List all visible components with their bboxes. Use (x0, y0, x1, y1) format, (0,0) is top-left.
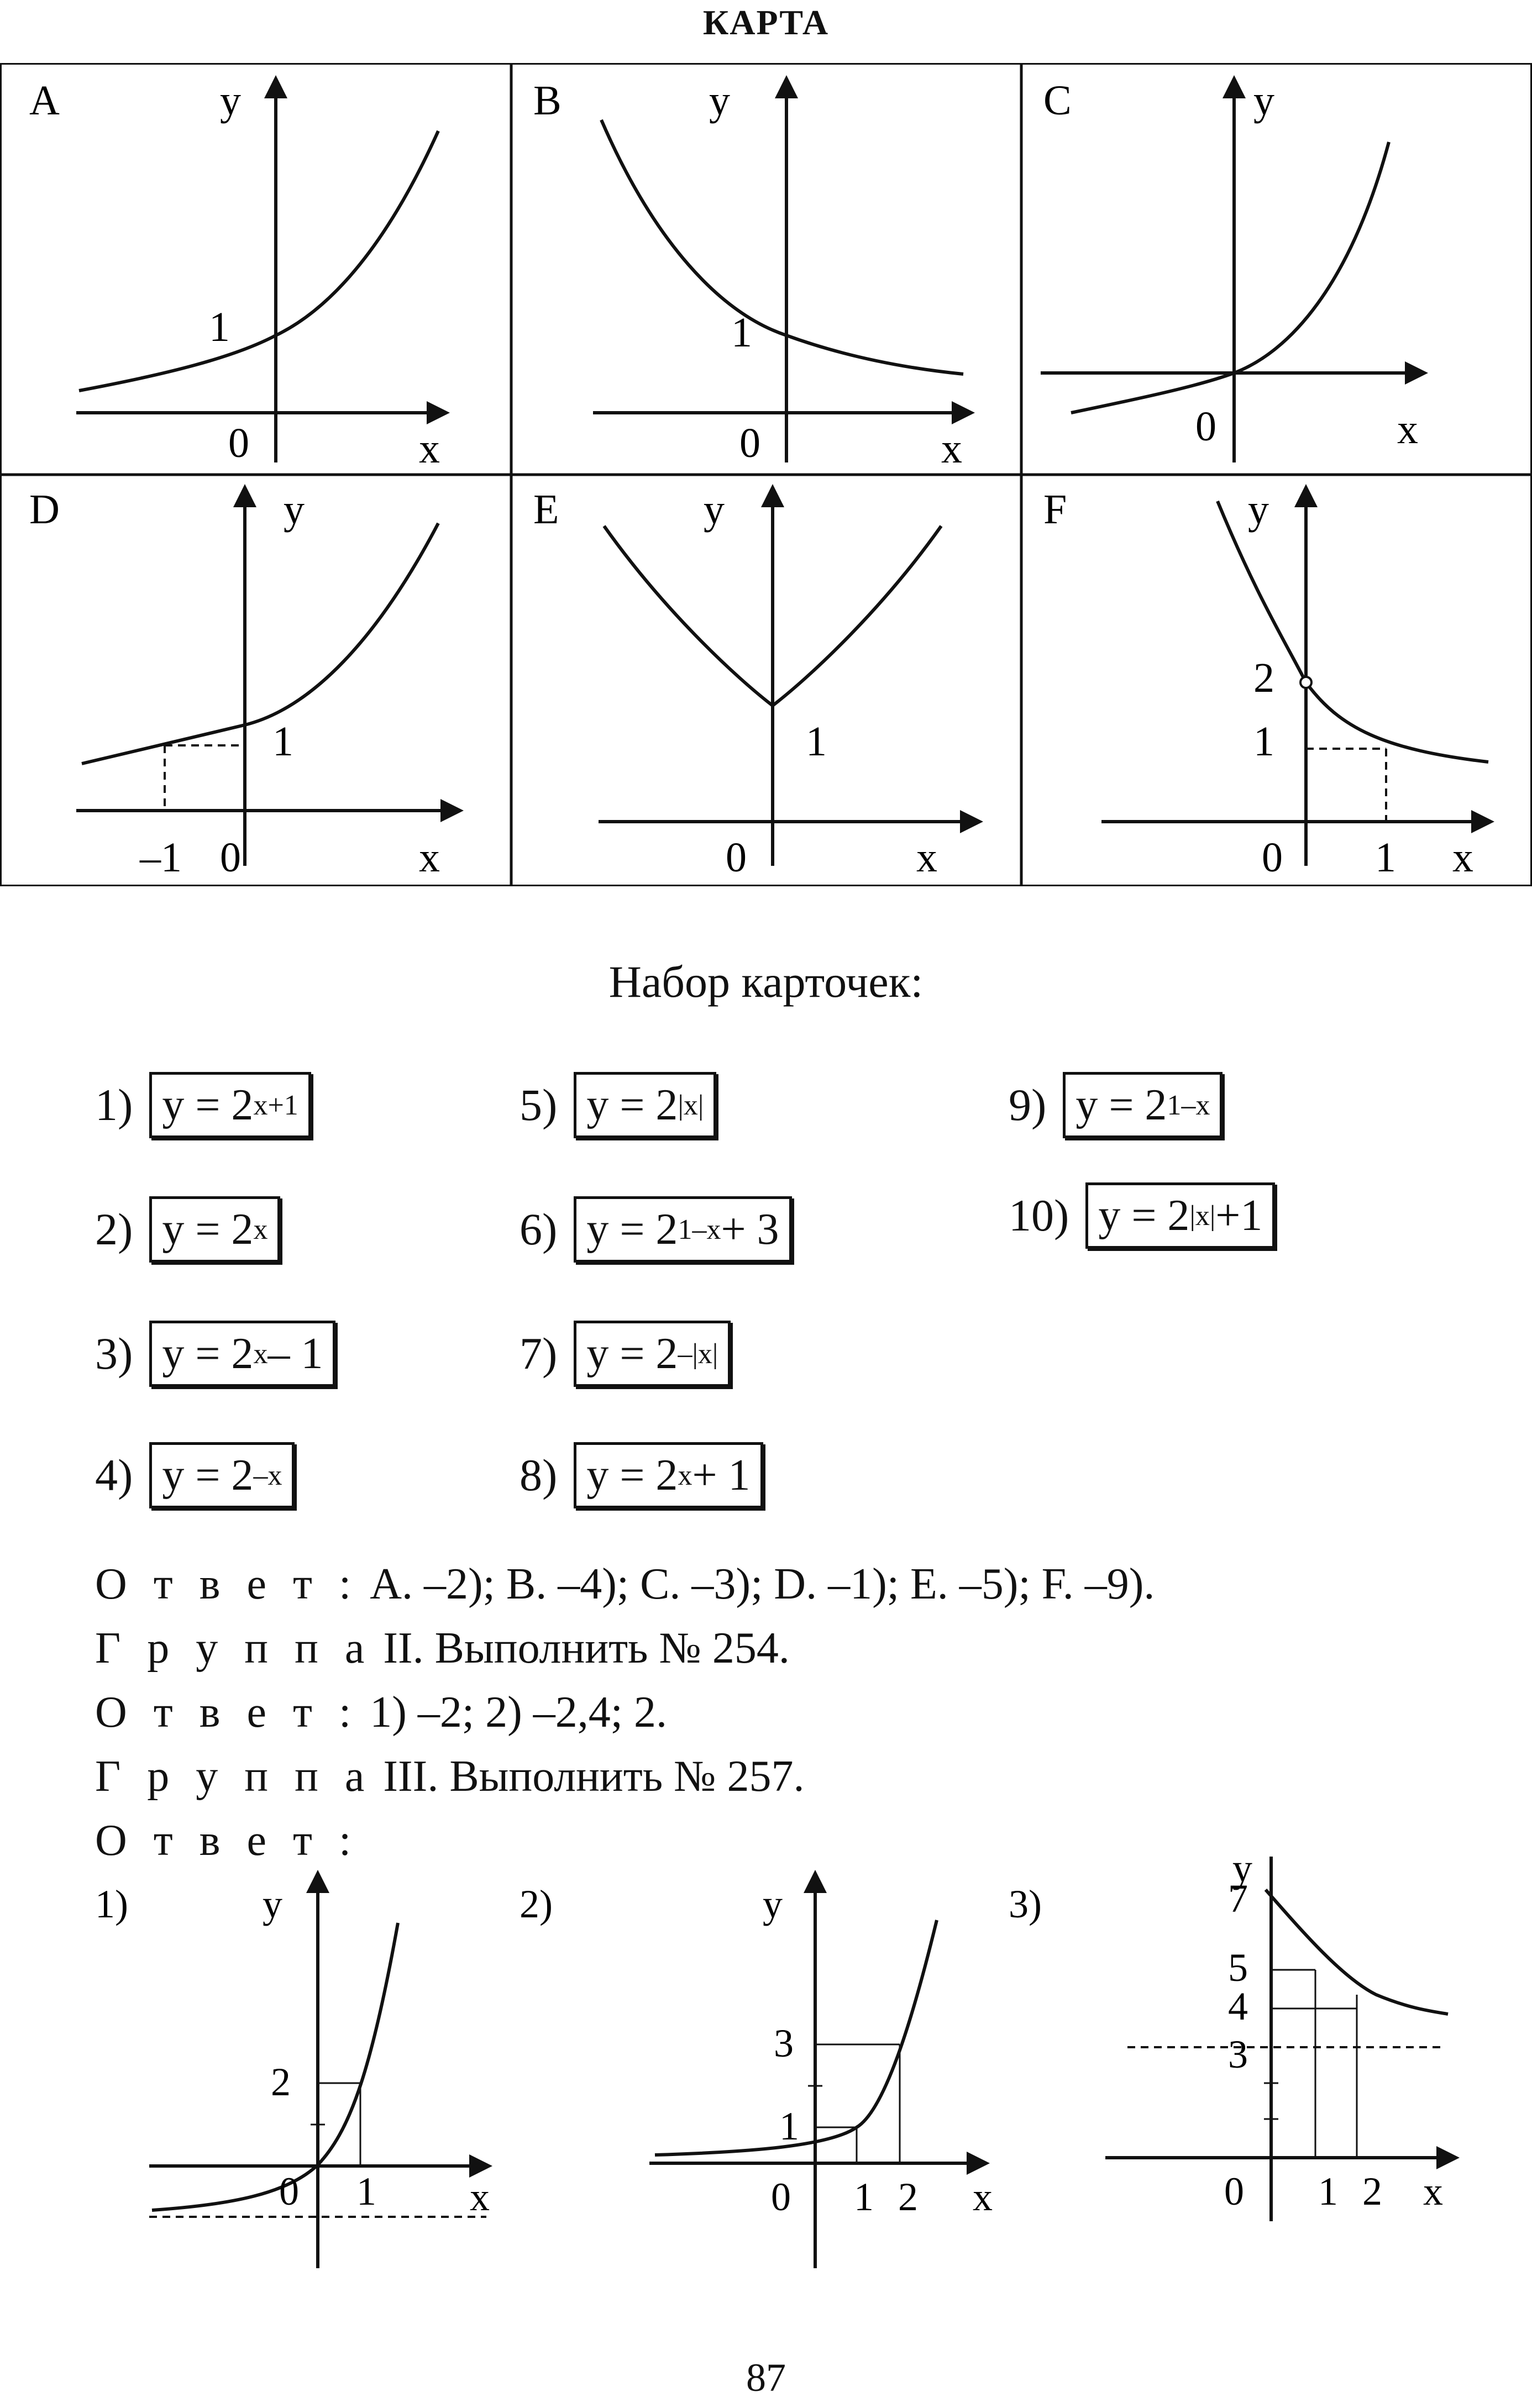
tick-label: 1 (1375, 834, 1396, 881)
formula-card (149, 1321, 335, 1387)
answer-graph-1 (95, 1881, 490, 2268)
card-item (1009, 1072, 1223, 1138)
x-label: x (1423, 2169, 1443, 2214)
card-number: 7) (520, 1328, 558, 1379)
tick-label: –1 (140, 834, 182, 881)
card-number: 6) (520, 1204, 558, 1254)
origin-label: 0 (1262, 834, 1283, 881)
tick-label: 1 (731, 309, 752, 356)
formula-exponent: x (253, 1213, 268, 1245)
tick-label: 7 (1228, 1876, 1248, 1921)
tick-label: 3 (1228, 2032, 1248, 2076)
tick-label: 1 (272, 718, 293, 765)
x-label: x (419, 834, 440, 881)
card-item (95, 1321, 335, 1387)
tick-label: 1 (779, 2104, 799, 2148)
card-item (520, 1442, 763, 1508)
answer-text: 1) –2; 2) –2,4; 2. (359, 1688, 667, 1737)
origin-label: 0 (1195, 403, 1216, 450)
formula-exponent: |x| (1189, 1200, 1216, 1232)
card-number: 5) (520, 1080, 558, 1130)
formula-exponent: x (678, 1459, 692, 1491)
formula-card (1063, 1072, 1223, 1138)
formula-card (574, 1196, 791, 1263)
origin-label: 0 (726, 834, 747, 881)
origin-label: 0 (1224, 2169, 1244, 2214)
answer-line (95, 1752, 805, 1802)
graph-grid (0, 63, 1532, 886)
card-item (1009, 1182, 1275, 1249)
formula-exponent: –|x| (678, 1338, 718, 1370)
card-number: 9) (1009, 1080, 1047, 1130)
tick-label: 2 (898, 2175, 918, 2219)
card-item (520, 1196, 792, 1263)
cards-title: Набор карточек: (608, 956, 924, 1007)
x-label: x (419, 425, 440, 472)
page-number: 87 (746, 2356, 786, 2400)
tick-label: 2 (1253, 655, 1274, 701)
graph-curve (79, 131, 438, 391)
point-marker (1300, 677, 1311, 688)
formula-card (574, 1072, 716, 1138)
origin-label: 0 (739, 420, 760, 466)
origin-label: 0 (228, 420, 249, 466)
tick-label: 1 (1318, 2169, 1338, 2214)
answer-label: О т в е т : (95, 1560, 359, 1608)
origin-label: 0 (220, 834, 241, 881)
x-label: x (916, 834, 937, 881)
formula-base: y = 2 (1098, 1191, 1190, 1240)
graph-panel-e (533, 486, 972, 881)
formula-exponent: |x| (678, 1089, 704, 1121)
card-number: 3) (95, 1328, 133, 1379)
group-label: Г р у п п а (95, 1624, 372, 1673)
card-item (95, 1072, 311, 1138)
tick-label: 1 (356, 2169, 376, 2214)
formula-card (574, 1442, 763, 1508)
y-label: y (284, 486, 305, 533)
formula-exponent: 1–x (1167, 1089, 1210, 1121)
page-title: КАРТА (702, 3, 830, 42)
tick-label: 1 (806, 718, 827, 765)
formula-card (574, 1321, 731, 1387)
graph-panel-b (533, 77, 963, 472)
x-label: x (1452, 834, 1473, 881)
graph-panel-f (1043, 486, 1488, 881)
x-label: x (1397, 406, 1418, 453)
panel-letter: C (1043, 77, 1072, 124)
graph-panel-d (29, 486, 452, 881)
graph-panel-a (29, 77, 440, 472)
group-text: III. Выполнить № 257. (372, 1752, 805, 1801)
formula-card (149, 1442, 295, 1508)
formula-tail: – 1 (267, 1329, 323, 1378)
graph-number: 2) (520, 1882, 553, 1926)
formula-tail: + 3 (721, 1205, 779, 1254)
answer-line (95, 1687, 667, 1738)
formula-base: y = 2 (586, 1080, 678, 1129)
y-label: y (704, 486, 725, 533)
card-number: 10) (1009, 1190, 1069, 1240)
y-label: y (709, 77, 730, 124)
card-number: 4) (95, 1450, 133, 1500)
card-number: 1) (95, 1080, 133, 1130)
tick-label: 3 (774, 2021, 794, 2065)
y-label: y (1232, 1857, 1252, 1890)
tick-label: 1 (209, 304, 230, 350)
graph-panel-c (1041, 77, 1418, 462)
formula-exponent: 1–x (678, 1213, 721, 1245)
tick-label: 2 (271, 2060, 291, 2104)
y-label: y (220, 77, 241, 124)
card-number: 8) (520, 1450, 558, 1500)
panel-letter: B (533, 77, 562, 124)
tick-label: 2 (1362, 2169, 1382, 2214)
tick-label: 5 (1228, 1946, 1248, 1990)
formula-exponent: x+1 (253, 1089, 298, 1121)
formula-base: y = 2 (586, 1450, 678, 1500)
x-label: x (941, 425, 962, 472)
formula-base: y = 2 (162, 1329, 254, 1378)
formula-card (149, 1072, 311, 1138)
formula-card (149, 1196, 280, 1263)
answer-line (95, 1623, 790, 1674)
answer-text: A. –2); B. –4); C. –3); D. –1); E. –5); F. –9). (359, 1560, 1155, 1608)
tick-label: 1 (1253, 718, 1274, 765)
card-item (520, 1321, 731, 1387)
card-item (95, 1196, 280, 1263)
formula-base: y = 2 (1075, 1080, 1167, 1129)
origin-label: 0 (771, 2175, 791, 2219)
card-number: 2) (95, 1204, 133, 1254)
formula-base: y = 2 (162, 1450, 254, 1500)
answer-graph-3 (1009, 1857, 1448, 2221)
group-text: II. Выполнить № 254. (372, 1624, 790, 1673)
x-label: x (470, 2175, 490, 2219)
panel-letter: D (29, 486, 60, 533)
answer-line (95, 1559, 1155, 1610)
formula-base: y = 2 (162, 1080, 254, 1129)
formula-base: y = 2 (586, 1205, 678, 1254)
formula-tail: +1 (1215, 1191, 1263, 1240)
x-label: x (973, 2175, 993, 2219)
y-label: y (263, 1882, 282, 1926)
group-label: Г р у п п а (95, 1752, 372, 1801)
answer-graph-2 (520, 1881, 993, 2268)
formula-base: y = 2 (586, 1329, 678, 1378)
graph-number: 1) (95, 1882, 128, 1926)
graph-curve (82, 523, 438, 764)
panel-letter: A (29, 77, 60, 124)
panel-letter: E (533, 486, 559, 533)
formula-exponent: x (253, 1338, 268, 1370)
formula-exponent: –x (253, 1459, 282, 1491)
answer-graphs (0, 1857, 1532, 2301)
formula-base: y = 2 (162, 1205, 254, 1254)
answer-label: О т в е т : (95, 1816, 359, 1865)
tick-label: 1 (854, 2175, 874, 2219)
y-label: y (763, 1882, 783, 1926)
graph-number: 3) (1009, 1882, 1042, 1926)
tick-label: 4 (1228, 1984, 1248, 2028)
card-item (95, 1442, 295, 1508)
answer-label: О т в е т : (95, 1688, 359, 1737)
y-label: y (1248, 486, 1269, 533)
panel-letter: F (1043, 486, 1067, 533)
card-item (520, 1072, 716, 1138)
graph-curve (601, 120, 963, 374)
origin-label: 0 (279, 2169, 299, 2214)
y-label: y (1253, 77, 1274, 124)
formula-tail: + 1 (692, 1450, 751, 1500)
formula-card (1085, 1182, 1275, 1249)
